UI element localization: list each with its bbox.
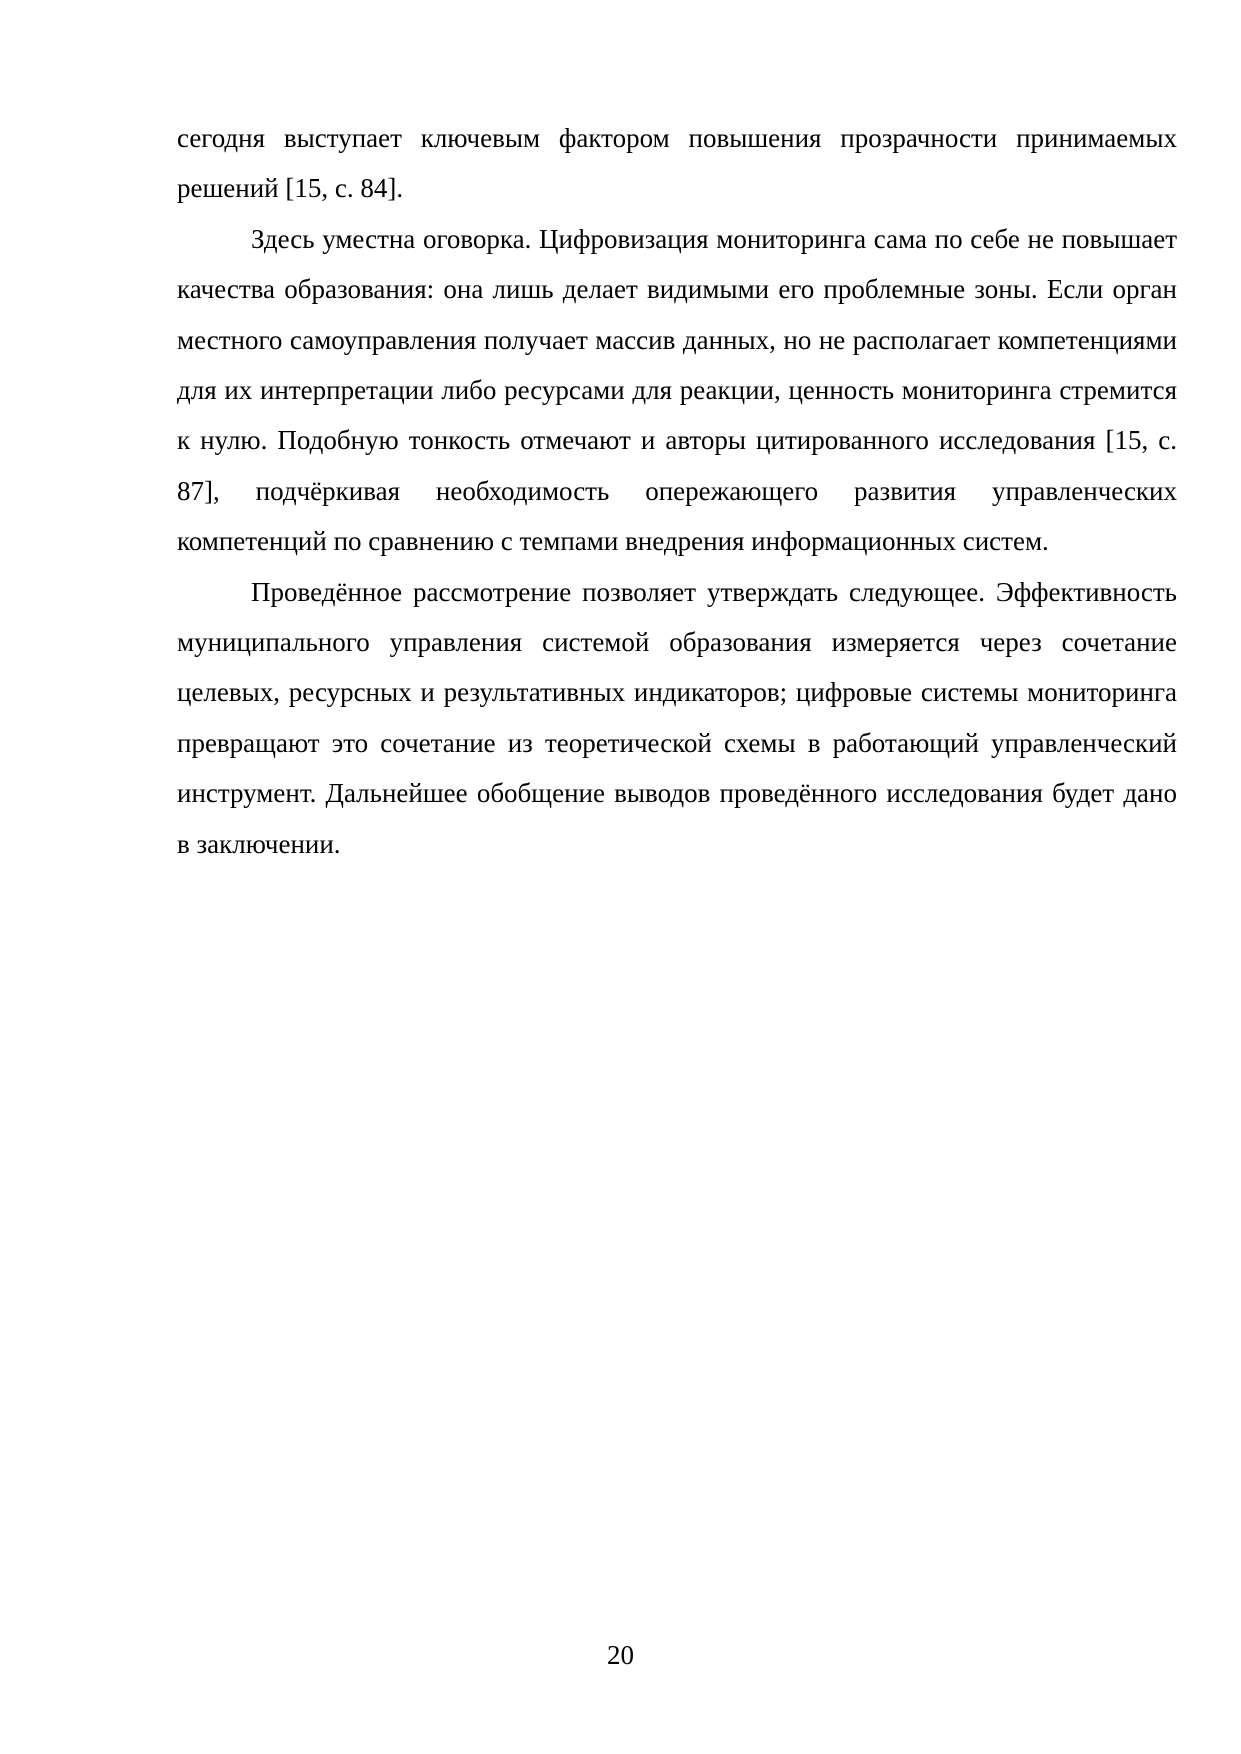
paragraph-conclusion: Проведённое рассмотрение позволяет утверждать следующее. Эффективность муниципального управления системой образования измеряется через сочетание целевых, ресурсных и результативных индикаторов; цифровые системы мониторинга превращают это сочетание из теоретической схемы в работающий управленческий инструмент. Дальнейшее обобщение выводов проведённого исследования будет дано в заключении. [177,576,1177,859]
paragraph-continuation: сегодня выступает ключевым фактором повышения прозрачности принимаемых решений [15, с. 84]. [177,123,1177,204]
paragraph-caveat: Здесь уместна оговорка. Цифровизация мониторинга сама по себе не повышает качества образования: она лишь делает видимыми его проблемные зоны. Если орган местного самоуправления получает массив данных, но не располагает компетенциями для их интерпретации либо ресурсами для реакции, ценность мониторинга стремится к нулю. Подобную тонкость отмечают и авторы цитированного исследования [15, с. 87], подчёркивая необходимость опережающего развития управленческих компетенций по сравнению с темпами внедрения информационных систем. [177,223,1177,557]
body-text [177,113,1177,869]
page-number: 20 [607,1640,634,1670]
